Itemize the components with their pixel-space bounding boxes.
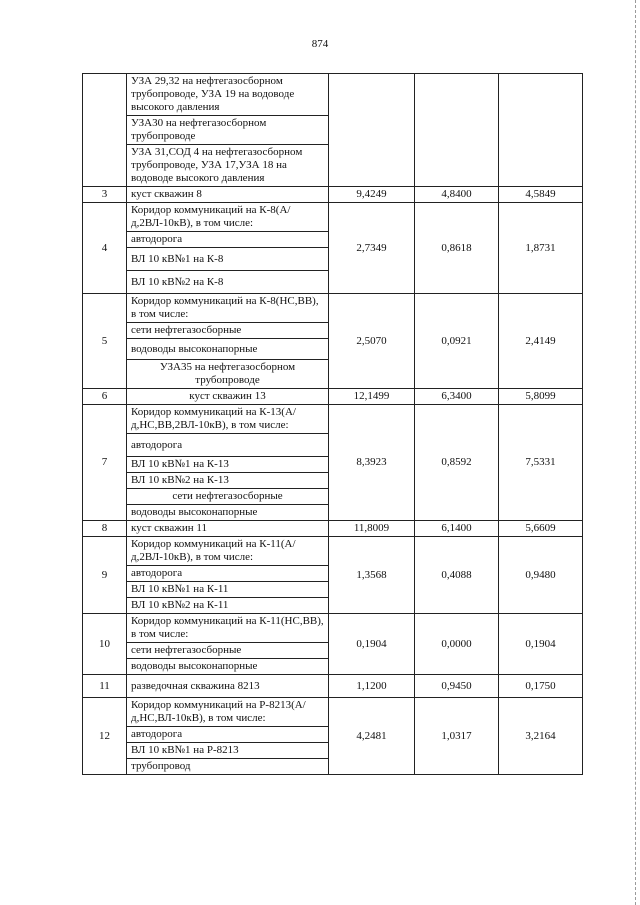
area-value-cell: 5,8099 (499, 389, 583, 405)
area-value-cell: 1,0317 (415, 698, 499, 775)
area-value-cell: 6,1400 (415, 521, 499, 537)
area-value-cell: 0,8592 (415, 405, 499, 521)
description-cell: ВЛ 10 кВ№2 на К-11 (127, 598, 329, 614)
description-cell: УЗА 31,СОД 4 на нефтегазосборном трубопроводе, УЗА 17,УЗА 18 на водоводе высокого давления (127, 145, 329, 187)
description-cell: автодорога (127, 566, 329, 582)
row-number-cell (83, 74, 127, 187)
value-cell (499, 74, 583, 187)
area-value-cell: 4,8400 (415, 187, 499, 203)
area-value-cell: 0,4088 (415, 537, 499, 614)
description-cell: Коридор коммуникаций на К-8(НС,ВВ), в том числе: (127, 294, 329, 323)
description-cell: ВЛ 10 кВ№2 на К-13 (127, 473, 329, 489)
table-row (83, 389, 583, 405)
area-value-cell: 0,1750 (499, 675, 583, 698)
description-cell: куст скважин 11 (127, 521, 329, 537)
description-cell: сети нефтегазосборные (127, 643, 329, 659)
area-value-cell: 3,2164 (499, 698, 583, 775)
table-row (83, 405, 583, 434)
description-cell: водоводы высоконапорные (127, 659, 329, 675)
page-number: 874 (311, 38, 329, 50)
value-cell (329, 74, 415, 187)
description-cell: куст скважин 8 (127, 187, 329, 203)
description-cell: УЗА35 на нефтегазосборном трубопроводе (127, 360, 329, 389)
description-cell: УЗА30 на нефтегазосборном трубопроводе (127, 116, 329, 145)
table-row (83, 294, 583, 323)
row-number-cell: 5 (83, 294, 127, 389)
area-value-cell: 5,6609 (499, 521, 583, 537)
area-value-cell: 2,4149 (499, 294, 583, 389)
table-row (83, 675, 583, 698)
description-cell: водоводы высоконапорные (127, 505, 329, 521)
total-area-cell: 11,8009 (329, 521, 415, 537)
row-number-cell: 9 (83, 537, 127, 614)
total-area-cell: 4,2481 (329, 698, 415, 775)
row-number-cell: 8 (83, 521, 127, 537)
description-cell: трубопровод (127, 759, 329, 775)
land-plot-table (82, 73, 583, 775)
table-row (83, 521, 583, 537)
total-area-cell: 12,1499 (329, 389, 415, 405)
description-cell: автодорога (127, 727, 329, 743)
row-number-cell: 6 (83, 389, 127, 405)
description-cell: Коридор коммуникаций на К-13(А/д,НС,ВВ,2ВЛ-10кВ), в том числе: (127, 405, 329, 434)
value-cell (415, 74, 499, 187)
table-row (83, 698, 583, 727)
total-area-cell: 9,4249 (329, 187, 415, 203)
total-area-cell: 2,5070 (329, 294, 415, 389)
description-cell: автодорога (127, 232, 329, 248)
total-area-cell: 0,1904 (329, 614, 415, 675)
table-row (83, 187, 583, 203)
area-value-cell: 1,8731 (499, 203, 583, 294)
description-cell: Коридор коммуникаций на Р-8213(А/д,НС,ВЛ-10кВ), в том числе: (127, 698, 329, 727)
row-number-cell: 12 (83, 698, 127, 775)
table-row (83, 203, 583, 232)
area-value-cell: 0,1904 (499, 614, 583, 675)
area-value-cell: 0,8618 (415, 203, 499, 294)
description-cell: ВЛ 10 кВ№1 на К-11 (127, 582, 329, 598)
description-cell: Коридор коммуникаций на К-11(А/д,2ВЛ-10кВ), в том числе: (127, 537, 329, 566)
area-value-cell: 0,0921 (415, 294, 499, 389)
description-cell: Коридор коммуникаций на К-11(НС,ВВ), в том числе: (127, 614, 329, 643)
area-value-cell: 6,3400 (415, 389, 499, 405)
area-value-cell: 4,5849 (499, 187, 583, 203)
description-cell: ВЛ 10 кВ№1 на Р-8213 (127, 743, 329, 759)
table-row (83, 614, 583, 643)
description-cell: ВЛ 10 кВ№1 на К-8 (127, 248, 329, 271)
description-cell: Коридор коммуникаций на К-8(А/д,2ВЛ-10кВ), в том числе: (127, 203, 329, 232)
area-value-cell: 0,9450 (415, 675, 499, 698)
area-value-cell: 0,9480 (499, 537, 583, 614)
total-area-cell: 2,7349 (329, 203, 415, 294)
description-cell: УЗА 29,32 на нефтегазосборном трубопроводе, УЗА 19 на водоводе высокого давления (127, 74, 329, 116)
total-area-cell: 8,3923 (329, 405, 415, 521)
description-cell: ВЛ 10 кВ№1 на К-13 (127, 457, 329, 473)
area-value-cell: 7,5331 (499, 405, 583, 521)
total-area-cell: 1,3568 (329, 537, 415, 614)
description-cell: разведочная скважина 8213 (127, 675, 329, 698)
row-number-cell: 3 (83, 187, 127, 203)
total-area-cell: 1,1200 (329, 675, 415, 698)
description-cell: ВЛ 10 кВ№2 на К-8 (127, 271, 329, 294)
description-cell: водоводы высоконапорные (127, 339, 329, 360)
description-cell: автодорога (127, 434, 329, 457)
page-edge-line (635, 0, 636, 905)
row-number-cell: 10 (83, 614, 127, 675)
description-cell: сети нефтегазосборные (127, 489, 329, 505)
description-cell: куст скважин 13 (127, 389, 329, 405)
table-row-continuation (83, 74, 583, 116)
row-number-cell: 4 (83, 203, 127, 294)
row-number-cell: 7 (83, 405, 127, 521)
area-value-cell: 0,0000 (415, 614, 499, 675)
row-number-cell: 11 (83, 675, 127, 698)
table-row (83, 537, 583, 566)
description-cell: сети нефтегазосборные (127, 323, 329, 339)
